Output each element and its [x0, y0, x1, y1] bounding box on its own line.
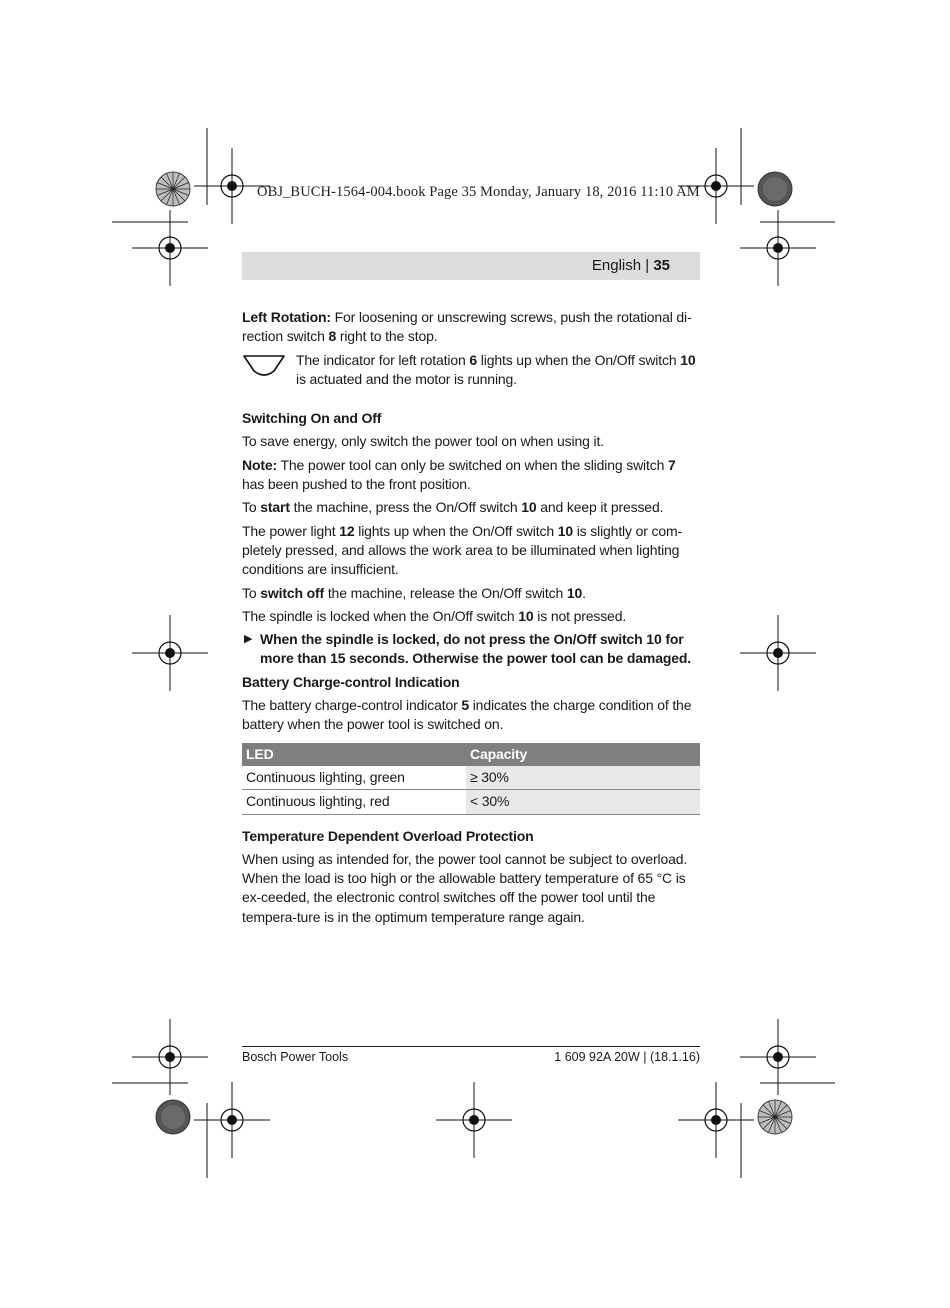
triangle-bullet-icon: ▶: [244, 633, 253, 646]
print-slug: OBJ_BUCH-1564-004.book Page 35 Monday, January 18, 2016 11:10 AM: [257, 184, 700, 200]
page-number: 35: [653, 257, 670, 274]
footer-document-id: 1 609 92A 20W | (18.1.16): [554, 1050, 700, 1064]
page-header: [242, 252, 700, 280]
footer-publisher: Bosch Power Tools: [242, 1050, 349, 1064]
save-energy-paragraph: To save energy, only switch the power tool on when using it.: [242, 433, 604, 450]
note-paragraph: Note: The power tool can only be switched on when the sliding switch 7 has been pushed to the front position.: [242, 456, 676, 493]
switch-off-paragraph: To switch off the machine, release the On/Off switch 10.: [242, 584, 586, 601]
footer-divider: [242, 1046, 700, 1047]
led-cell: Continuous lighting, red: [242, 790, 466, 814]
battery-led-table: [242, 743, 700, 815]
start-paragraph: To start the machine, press the On/Off switch 10 and keep it pressed.: [242, 499, 664, 516]
led-cell: Continuous lighting, green: [242, 766, 466, 790]
spindle-locked-paragraph: The spindle is locked when the On/Off switch 10 is not pressed.: [242, 607, 627, 624]
header-language: English: [591, 257, 642, 274]
column-header-capacity: Capacity: [466, 743, 700, 766]
led-indicator-icon: [242, 351, 286, 379]
left-rotation-paragraph: Left Rotation: For loosening or unscrewing screws, push the rotational di-rection switch 8 right to the stop.: [242, 309, 692, 345]
temperature-heading: Temperature Dependent Overload Protection: [242, 827, 534, 844]
capacity-cell: < 30%: [466, 790, 700, 814]
power-light-paragraph: The power light 12 lights up when the On/Off switch 10 is slightly or com-pletely pressed, and allows the work area to be illuminated when lighting conditions are insufficient.: [242, 522, 683, 578]
battery-paragraph: The battery charge-control indicator 5 indicates the charge condition of the battery when the power tool is switched on.: [242, 697, 692, 733]
page-content: [242, 308, 700, 931]
temperature-paragraph: When using as intended for, the power tool cannot be subject to overload. When the load is too high or the allowable battery temperature of 65 °C is ex-ceeded, the electronic control switches off the power tool until the tempera-ture is in the optimum temperature range again.: [242, 850, 688, 925]
header-text: English | 35: [591, 257, 670, 274]
spindle-warning: ▶ When the spindle is locked, do not press the On/Off switch 10 for more than 15 seconds. Otherwise the power tool can be damaged.: [244, 631, 692, 667]
capacity-cell: ≥ 30%: [466, 766, 700, 790]
indicator-note: The indicator for left rotation 6 lights up when the On/Off switch 10 is actuated and the motor is running.: [242, 351, 700, 390]
switching-heading: Switching On and Off: [242, 410, 382, 427]
table-row: [242, 790, 700, 814]
column-header-led: LED: [242, 743, 466, 766]
battery-heading: Battery Charge-control Indication: [242, 673, 460, 690]
table-row: [242, 766, 700, 790]
table-header-row: [242, 743, 700, 766]
